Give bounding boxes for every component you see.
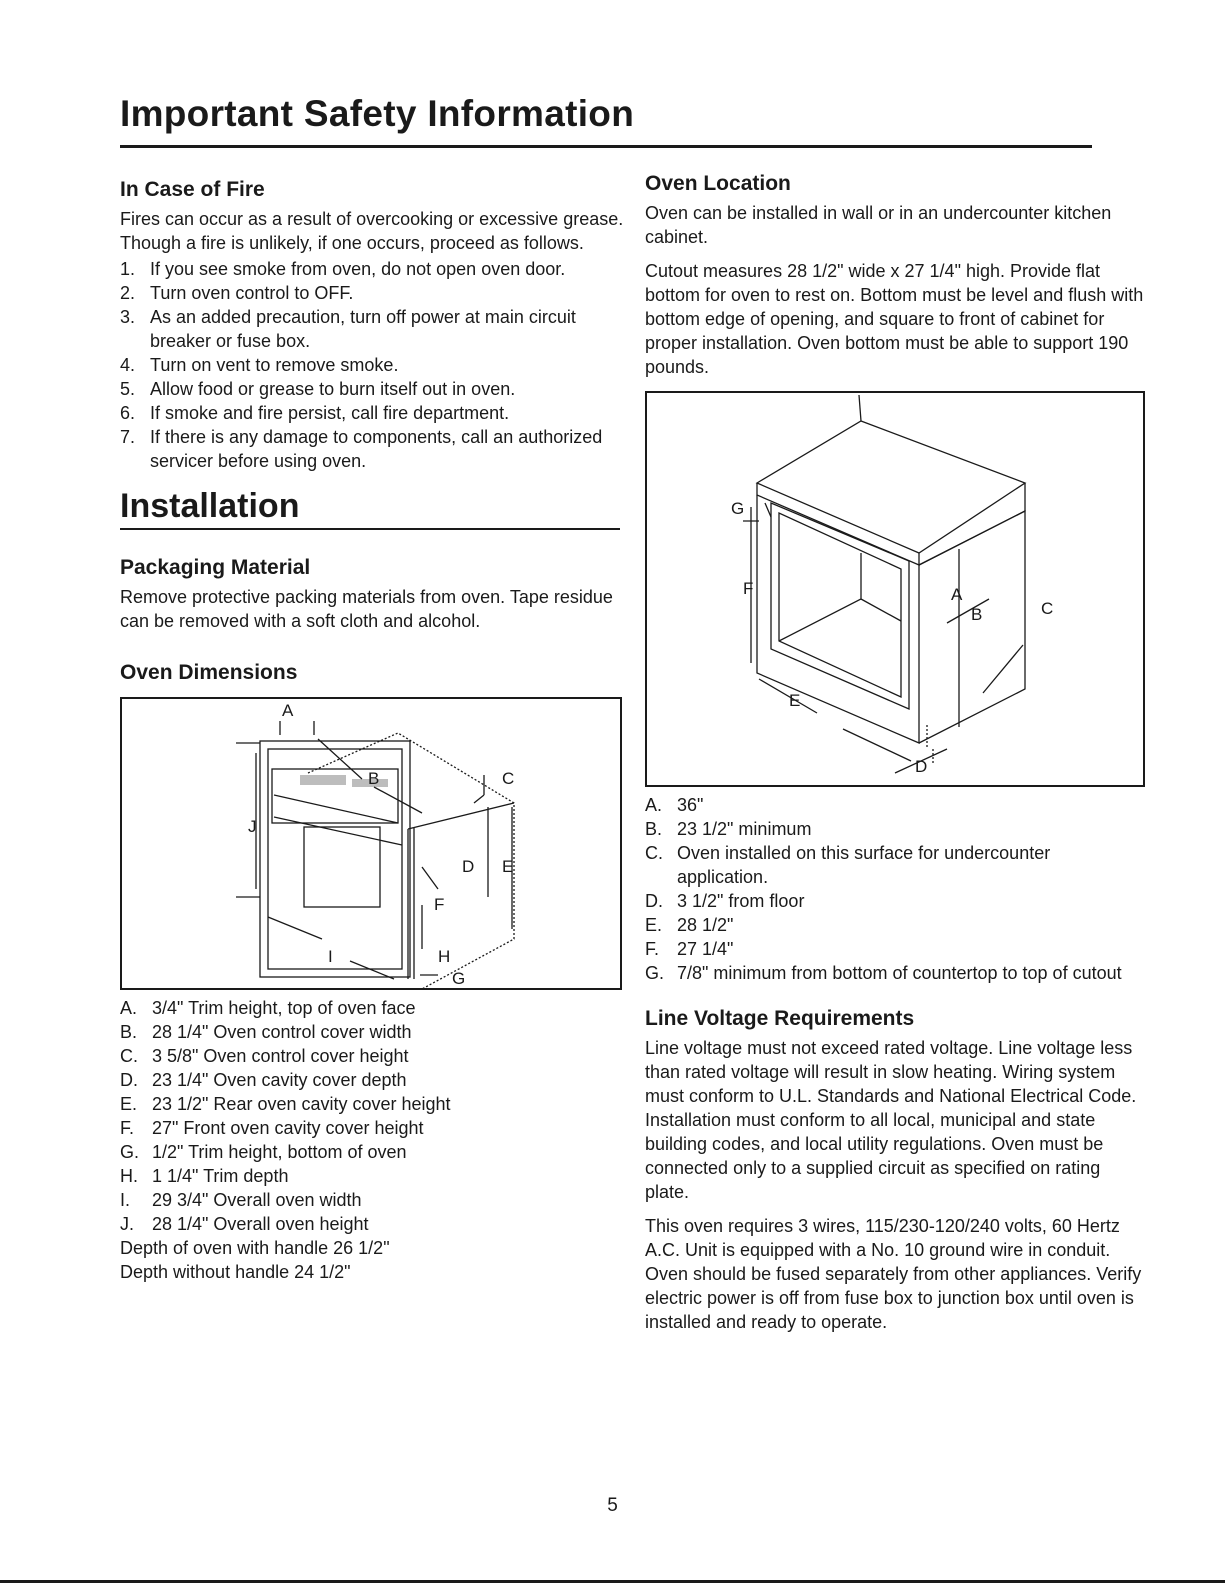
left-column	[120, 178, 625, 1284]
dimensions-title: Oven Dimensions	[120, 661, 298, 684]
list-item: F. 27" Front oven cavity cover height	[120, 1118, 424, 1138]
location-p1: Oven can be installed in wall or in an undercounter kitchen cabinet.	[645, 203, 1112, 247]
list-item: B. 28 1/4" Oven control cover width	[120, 1022, 412, 1042]
fire-intro: Fires can occur as a result of overcooking or excessive grease. Though a fire is unlikely, if one occurs, proceed as follows.	[120, 209, 624, 253]
fire-steps	[120, 257, 625, 473]
list-item: 1. If you see smoke from oven, do not open oven door.	[120, 259, 566, 279]
list-item: 2. Turn oven control to OFF.	[120, 283, 354, 303]
oven-dimensions-diagram	[120, 697, 622, 990]
list-item: F. 27 1/4"	[645, 939, 734, 959]
figure-label: C	[1041, 599, 1054, 618]
list-item: G. 1/2" Trim height, bottom of oven	[120, 1142, 407, 1162]
list-item: 7. If there is any damage to components, call an authorized servicer before using oven.	[120, 427, 603, 471]
figure-label: A	[282, 701, 294, 720]
voltage-section	[645, 1007, 1145, 1334]
list-item: H. 1 1/4" Trim depth	[120, 1166, 289, 1186]
list-item: A. 36"	[645, 795, 704, 815]
title-rule	[120, 145, 1092, 148]
bottom-rule	[0, 1580, 1225, 1583]
dimensions-section	[120, 661, 625, 1284]
packaging-title: Packaging Material	[120, 556, 311, 579]
list-item: C. 3 5/8" Oven control cover height	[120, 1046, 409, 1066]
list-item: A. 3/4" Trim height, top of oven face	[120, 998, 416, 1018]
location-title: Oven Location	[645, 172, 791, 195]
figure-label: H	[438, 947, 451, 966]
oven-drawing	[122, 699, 620, 988]
packaging-text: Remove protective packing materials from oven. Tape residue can be removed with a soft cloth and alcohol.	[120, 587, 613, 631]
oven-dimensions-list	[120, 996, 625, 1236]
figure-label: G	[731, 499, 745, 518]
figure-label: G	[452, 969, 466, 988]
figure-label: B	[368, 769, 380, 788]
list-item: J. 28 1/4" Overall oven height	[120, 1214, 369, 1234]
list-item: G. 7/8" minimum from bottom of countertop to top of cutout	[645, 963, 1122, 983]
voltage-p2: This oven requires 3 wires, 115/230-120/240 volts, 60 Hertz A.C. Unit is equipped with a No. 10 ground wire in conduit. Oven should be fused separately from other appliances. Verify electric power is off from fuse box to junction box until oven is installed and ready to operate.	[645, 1216, 1142, 1332]
list-item: E. 23 1/2" Rear oven cavity cover height	[120, 1094, 451, 1114]
figure-label: C	[502, 769, 515, 788]
figure-label: A	[951, 585, 963, 604]
list-item: 3. As an added precaution, turn off power at main circuit breaker or fuse box.	[120, 307, 576, 351]
page-number: 5	[607, 1495, 618, 1516]
figure-label: I	[328, 947, 333, 966]
figure-label: B	[971, 605, 983, 624]
list-item: D. 23 1/4" Oven cavity cover depth	[120, 1070, 407, 1090]
figure-label: F	[743, 579, 754, 598]
list-item: 4. Turn on vent to remove smoke.	[120, 355, 399, 375]
fire-title: In Case of Fire	[120, 178, 265, 201]
right-column	[645, 172, 1145, 1344]
list-item: C. Oven installed on this surface for undercounter application.	[645, 843, 1051, 887]
installation-title: Installation	[120, 487, 300, 525]
figure-label: D	[462, 857, 475, 876]
cabinet-drawing	[647, 393, 1143, 785]
figure-label: E	[502, 857, 514, 876]
location-section	[645, 172, 1145, 985]
figure-label: E	[789, 691, 801, 710]
list-item: 6. If smoke and fire persist, call fire department.	[120, 403, 510, 423]
list-item: E. 28 1/2"	[645, 915, 734, 935]
depth-with-handle: Depth of oven with handle 26 1/2"	[120, 1238, 390, 1258]
installation-rule	[120, 528, 620, 530]
packaging-section	[120, 556, 625, 633]
depth-without-handle: Depth without handle 24 1/2"	[120, 1262, 351, 1282]
list-item: I. 29 3/4" Overall oven width	[120, 1190, 362, 1210]
figure-label: F	[434, 895, 445, 914]
fire-section	[120, 178, 625, 473]
cabinet-cutout-diagram	[645, 391, 1145, 787]
figure-label: D	[915, 757, 928, 776]
list-item: B. 23 1/2" minimum	[645, 819, 812, 839]
voltage-title: Line Voltage Requirements	[645, 1007, 915, 1030]
page-title: Important Safety Information	[120, 93, 635, 134]
location-p2: Cutout measures 28 1/2" wide x 27 1/4" high. Provide flat bottom for oven to rest on. Bottom must be level and flush with bottom edge of opening, and square to front of cabinet for proper installation. Oven bottom must be able to support 190 pounds.	[645, 261, 1144, 377]
location-dimensions-list	[645, 793, 1145, 985]
list-item: D. 3 1/2" from floor	[645, 891, 805, 911]
figure-label: J	[248, 817, 257, 836]
voltage-p1: Line voltage must not exceed rated voltage. Line voltage less than rated voltage will result in slow heating. Wiring system must conform to U.L. Standards and National Electrical Code. Installation must conform to all local, municipal and state building codes, and local utility regulations. Oven must be connected only to a supplied circuit as specified on rating plate.	[645, 1038, 1137, 1202]
list-item: 5. Allow food or grease to burn itself out in oven.	[120, 379, 516, 399]
